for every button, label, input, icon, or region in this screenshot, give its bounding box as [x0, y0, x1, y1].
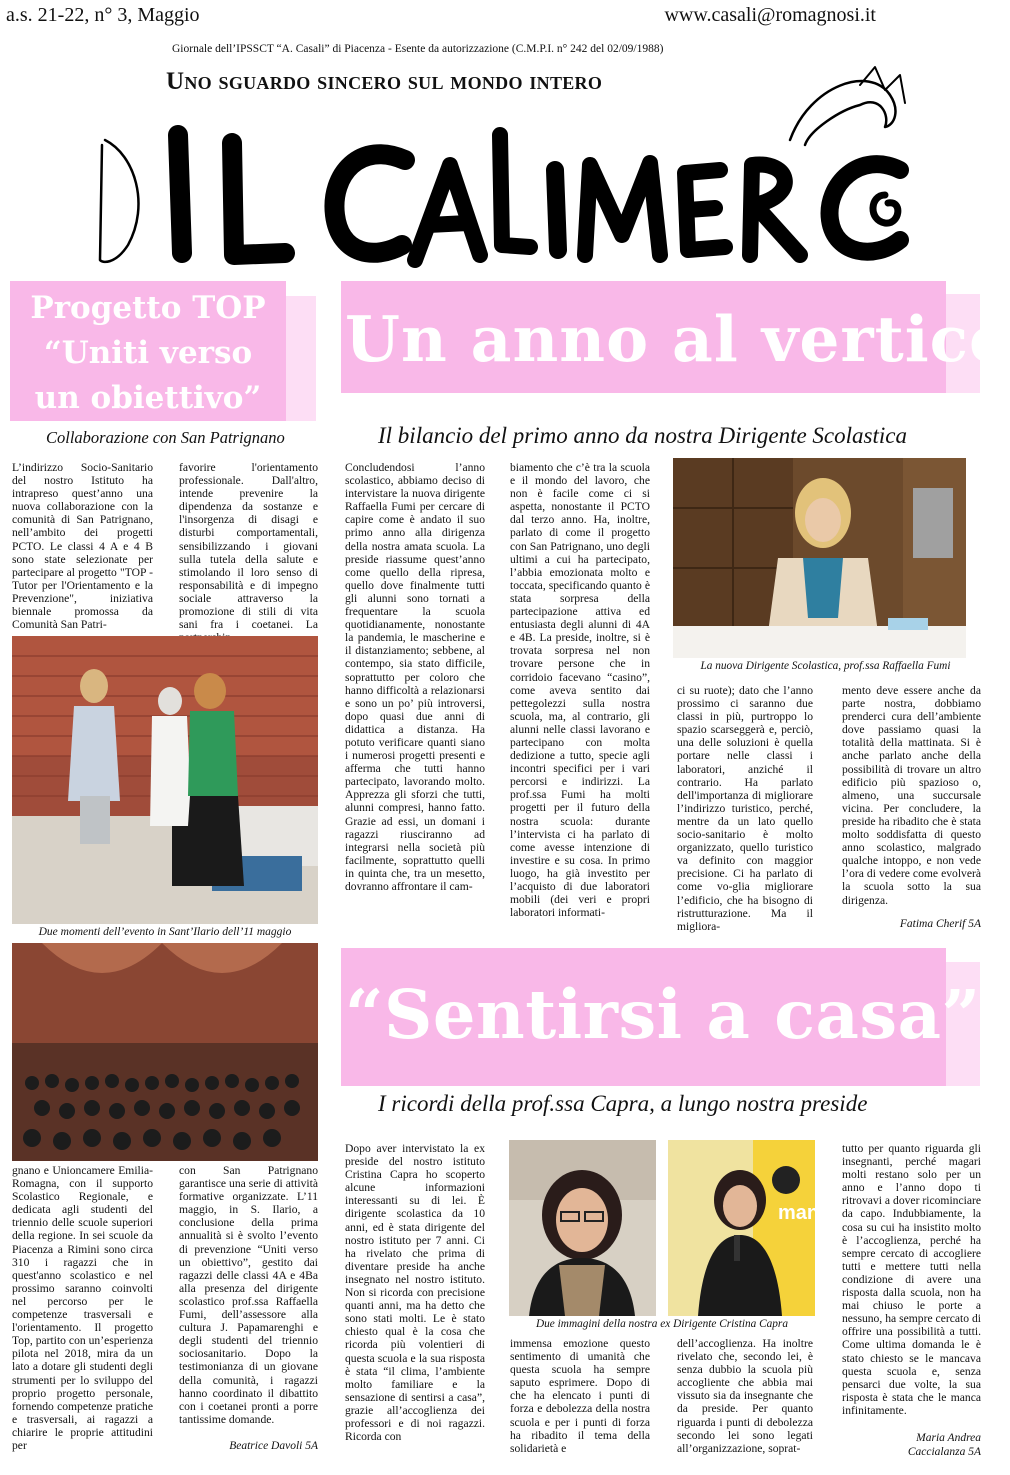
- vertice-title: Un anno al vertice: [345, 302, 1010, 376]
- casa-col4: tutto per quanto riguarda gli insegnanti, perché magari molti restano solo per un anno e l’anno dopo ti ritrovavi a dover ricominciare da capo. Indubbiamente, la cosa su cui ha insistito molto è l’accoglienza, perché ha sempre cercato di accogliere tutti e mettere tutti nella condizione di avere una risposta dalla scuola, non ha mai chiuso le porte a nessuno, ha sempre cercato di offrire una possibilità a tutti. Come ultima domanda le è stato chiesto se le mancava questa scuola e, senza pensarci due volte, la sua risposta è stata che le manca infinitamente.: [842, 1142, 981, 1417]
- progetto-top-col2: favorire l'orientamento professionale. Dall'altro, intende prevenire la dipendenza da sostanze e l'insorgenza di disagi e disturbi comportamentali, sensibilizzando i giovani sulla tutela della salute e stimolando il loro senso di responsabilità e di impegno sociale attraverso la promozione di stili di vita sani fra i coetanei. La: [179, 461, 318, 632]
- casa-title: “Sentirsi a casa”: [345, 975, 981, 1054]
- vertice-subtitle: Il bilancio del primo anno da nostra Dirigente Scolastica: [378, 423, 907, 448]
- vertice-col2: biamento che c’è tra la scuola e il mondo del lavoro, che non è facile come ci si aspetta, nonostante il PCTO dal terzo anno. Ha, inoltre, parlato di come il progetto con San Patrignano, uno degli ultimi a cui ha partecipato, l’abbia emozionata molto e toccata, specificando quanto è stata sorpresa della partecipazione attiva ed entusiasta degli alunni di 4A e 4B. La preside, inoltre, si è trovata sorpresa nel non trovare persone che in corridoio facevano “casino”, come aveva sentito dai pettegolezzi sulla nostra scuola, ma, al contrario, gli alunni nelle classi lavorano e partecipano con molta dedizione a tutto, specie agli incontri specifici per i vari percorsi e indirizzi. La prof.ssa Fumi ha molti progetti per il futuro della nostra scuola: durante l’intervista ci ha parlato di come avesse intenzione di investire e su cosa. In primo luogo, ha già investito per l’acquisto di due laboratori mobili (dei veri e propri laboratori informati-: [510, 461, 650, 920]
- vertice-col1: Concludendosi l’anno scolastico, abbiamo deciso di intervistare la nuova dirigente Raffaella Fumi per cercare di capire come è andato il suo primo anno alla dirigenza della nostra amata scuola. La preside riassume quest’anno come quello della ripresa, quello dove finalmente tutti gli alunni sono tornati a frequentare la scuola quotidianamente, nonostante la pandemia, le mascherine e il distanziamento; sebbene, al contempo, sia stato difficile, soprattutto per coloro che hanno difficoltà a relazionarsi e sono un po’ più introversi, dopo quasi due anni di didattica a distanza. Ha potuto verificare quanti siano i numerosi progetti presenti e afferma che tutti hanno partecipato, lavorando molto. Apprezza gli sforzi che tutti, alunni compresi, hanno fatto. Grazie ad essi, un domani i ragazzi riusciranno ad integrarsi nella società più facilmente, soprattutto quelli in quinta che, tra un mesetto, dovranno affrontare il cam-: [345, 461, 485, 893]
- casa-col1: Dopo aver intervistato la ex preside del nostro istituto Cristina Capra ho scoperto alcune informazioni interessanti su di lei. È dirigente scolastica da 10 anni, ed è stata dirigente del nostro istituto per 7 anni. Ci ha rivelato che prima di diventare preside ha anche insegnato nel nostro istituto. Non si ricorda con precisione quanti anni, ma ha detto che sono stati molti. Le è stato chiesto qual è la cosa che ricorda più volentieri di questa scuola e la sua risposta è stata “il clima, l’ambiente molto familiare e la sensazione di sentirsi a casa”, grazie all’accoglienza dei professori e di noi ragazzi. Ricorda con: [345, 1142, 485, 1444]
- publisher-line: Giornale dell’IPSSCT “A. Casali” di Piacenza - Esente da autorizzazione (C.M.P.I. n° 242 del 02/09/1988): [172, 43, 664, 55]
- event-photo-caption: Due momenti dell’evento in Sant’Ilario dell’11 maggio: [38, 926, 292, 938]
- calimero-logo: [10, 55, 995, 270]
- progetto-top-col4: con San Patrignano garantisce una serie di attività formative organizzate. L’11 maggio, in S. Ilario, a conclusione della prima annualità si è svolto l’evento di prevenzione “Uniti verso un obiettivo”, gestito dai ragazzi delle classi 4A e 4Ba alla presenza del dirigente scolastico prof.ssa Raffaella Fumi, dell’assessore alla cultura J. Papamarenghi e degli studenti del triennio sociosanitario. Dopo la testimonianza di un giovane della comunità, i ragazzi hanno coordinato il dibattito con i coetanei pronti a porre tantissime domande.: [179, 1164, 318, 1426]
- vertice-col4: mento deve essere anche da parte nostra, dobbiamo prenderci cura dell’ambiente dove passiamo quasi la totalità della mattinata. Si è anche parlato anche della possibilità di trovare un altro edificio più spazioso o, almeno, una succursale vicina. Per concludere, la preside ha ribadito che è stata molto soddisfatta di questo anno scolastico, malgrado qualche intoppo, e non vede l’ora di vedere come evolverà la scuola sotto la sua dirigenza.: [842, 684, 981, 907]
- website-link[interactable]: www.casali@romagnosi.it: [664, 4, 876, 26]
- capra-photo-caption: Due immagini della nostra ex Dirigente Cristina Capra: [536, 1318, 788, 1330]
- casa-col3: dell’accoglienza. Ha inoltre rivelato che, secondo lei, è senza dubbio la scuola più accogliente che abbia mai vissuto sia da insegnante che da preside. Per quanto riguarda i punti di debolezza secondo lei sono legati all’organizzazione, soprat-: [677, 1337, 813, 1455]
- casa-author-line1: Maria Andrea: [916, 1432, 981, 1444]
- capra-photo-2: [668, 1140, 836, 1316]
- capra-photo-1: [509, 1140, 656, 1316]
- vertice-author: Fatima Cherif 5A: [899, 918, 981, 930]
- vertice-col3: ci su ruote); dato che l’anno prossimo ci saranno due classi in più, purtroppo lo spazio scarseggerà e, perciò, una delle soluzioni è quella portare nelle classi i laboratori, anziché il contrario. Ha parlato dell'importanza di migliorare l’indirizzo turistico, perché, mentre da un lato quello socio-sanitario è molto organizzato, quello turistico va definito con maggior precisione. Ci ha parlato di come vo-glia migliorare l’edificio, che ha bisogno di ristrutturazione. Ma il migliora-: [677, 684, 813, 933]
- progetto-top-title: [10, 286, 286, 421]
- progetto-top-col1: L’indirizzo Socio-Sanitario del nostro Istituto ha intrapreso quest’anno una nuova collaborazione con la comunità di San Patrignano, nell’ambito dei progetti PCTO. Le classi 4 A e 4 B sono state selezionate per partecipare al progetto "TOP - Tutor per l'Orientamento e la Prevenzione", iniziativa biennale promossa da Comunità San Patri-: [12, 461, 153, 632]
- motto: Uno sguardo sincero sul mondo intero: [166, 68, 603, 95]
- event-photo-stage: [12, 636, 318, 924]
- progetto-top-col3: gnano e Unioncamere Emilia-Romagna, con il supporto Scolastico Regionale, e dedicata agli studenti del triennio delle scuole superiori della regione. In sei scuole da Piacenza a Rimini sono circa 310 i ragazzi che in quest'anno scolastico e nel prossimo saranno coinvolti nel percorso per le competenze trasversali e l'orientamento. Il progetto Top, partito con un’esperienza pilota nel 2018, mira da un lato a dotare gli studenti degli strumenti per lo sviluppo del proprio progetto personale, fornendo competenze pratiche e trasversali, ai ragazzi a chiarire le proprie attitudini per: [12, 1164, 153, 1452]
- progetto-top-title-line: “Uniti verso: [43, 335, 253, 371]
- progetto-top-title-fade: [286, 296, 316, 421]
- progetto-top-title-line: un obiettivo”: [34, 380, 262, 416]
- event-photo-audience: [12, 943, 318, 1161]
- issue-info: a.s. 21-22, n° 3, Maggio: [6, 4, 200, 26]
- dirigente-photo: [673, 458, 966, 658]
- progetto-top-subtitle: Collaborazione con San Patrignano: [46, 428, 285, 447]
- dirigente-photo-caption: La nuova Dirigente Scolastica, prof.ssa Raffaella Fumi: [700, 660, 951, 672]
- casa-subtitle: I ricordi della prof.ssa Capra, a lungo nostra preside: [378, 1091, 868, 1116]
- progetto-top-author: Beatrice Davoli 5A: [229, 1440, 318, 1452]
- casa-author-line2: Caccialanza 5A: [907, 1446, 981, 1458]
- banner-text: manía: [778, 1202, 836, 1224]
- progetto-top-title-line: Progetto TOP: [30, 290, 266, 326]
- casa-col2: immensa emozione questo sentimento di umanità che questa scuola ha sempre saputo esprimere. Dopo di che ha elencato i punti di forza e debolezza della nostra scuola e per i punti di forza ha ribadito il tema della solidarietà e: [510, 1337, 650, 1455]
